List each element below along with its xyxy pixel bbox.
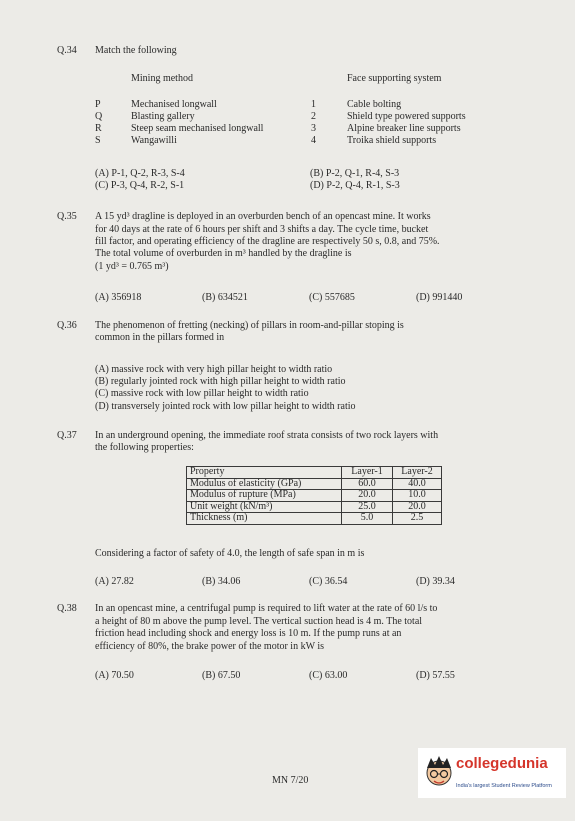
question-line: The phenomenon of fretting (necking) of pillars in room-and-pillar stoping is	[95, 320, 404, 331]
collegedunia-logo	[418, 748, 566, 798]
page-footer: MN 7/20	[272, 775, 309, 786]
option-a: (A) 70.50	[95, 670, 134, 681]
table-cell: Layer-1	[342, 467, 393, 479]
mascot-icon	[422, 753, 456, 793]
option-d: (D) P-2, Q-4, R-1, S-3	[310, 180, 400, 191]
question-line: A 15 yd³ dragline is deployed in an overburden bench of an opencast mine. It works	[95, 211, 431, 222]
properties-table	[186, 466, 442, 525]
option-d: (D) 991440	[416, 292, 463, 303]
option-a: (A) 356918	[95, 292, 142, 303]
question-line: for 40 days at the rate of 6 hours per shift and 3 shifts a day. The cycle time, bucket	[95, 224, 429, 235]
question-line: In an underground opening, the immediate roof strata consists of two rock layers with	[95, 430, 439, 441]
option-c: (C) 36.54	[309, 576, 348, 587]
table-header-row	[187, 467, 442, 479]
question-line: the following properties:	[95, 442, 194, 453]
logo-brand-text: collegedunia	[456, 755, 548, 772]
row-number: 4	[311, 135, 316, 146]
table-cell: Property	[187, 467, 342, 479]
table-cell: Modulus of rupture (MPa)	[187, 490, 342, 502]
row-letter: R	[95, 123, 102, 134]
row-method: Wangawilli	[131, 135, 177, 146]
option-b: (B) P-2, Q-1, R-4, S-3	[310, 168, 400, 179]
table-cell: Modulus of elasticity (GPa)	[187, 478, 342, 490]
option-a: (A) P-1, Q-2, R-3, S-4	[95, 168, 185, 179]
question-number: Q.36	[57, 320, 77, 331]
table-cell: 40.0	[393, 478, 442, 490]
row-support: Cable bolting	[347, 99, 402, 110]
option-d: (D) transversely jointed rock with low pillar height to width ratio	[95, 401, 356, 412]
question-line: friction head including shock and energy loss is 10 m. If the pump runs at an	[95, 628, 402, 639]
table-row	[187, 513, 442, 525]
row-number: 3	[311, 123, 316, 134]
question-line: efficiency of 80%, the brake power of the motor in kW is	[95, 641, 325, 652]
question-number: Q.38	[57, 603, 77, 614]
option-b: (B) 67.50	[202, 670, 241, 681]
option-a: (A) 27.82	[95, 576, 134, 587]
question-text: Match the following	[95, 45, 177, 56]
question-line: Considering a factor of safety of 4.0, the length of safe span in m is	[95, 548, 365, 559]
row-letter: P	[95, 99, 101, 110]
table-row	[187, 501, 442, 513]
row-method: Mechanised longwall	[131, 99, 217, 110]
option-b: (B) 634521	[202, 292, 248, 303]
table-cell: 60.0	[342, 478, 393, 490]
question-number: Q.34	[57, 45, 77, 56]
table-cell: Unit weight (kN/m³)	[187, 501, 342, 513]
logo-tagline: India's largest Student Review Platform	[456, 783, 552, 789]
row-method: Steep seam mechanised longwall	[131, 123, 264, 134]
row-letter: S	[95, 135, 101, 146]
question-line: a height of 80 m above the pump level. The vertical suction head is 4 m. The total	[95, 616, 423, 627]
table-row	[187, 490, 442, 502]
table-cell: 2.5	[393, 513, 442, 525]
option-c: (C) massive rock with low pillar height to width ratio	[95, 388, 309, 399]
option-a: (A) massive rock with very high pillar height to width ratio	[95, 364, 333, 375]
option-d: (D) 39.34	[416, 576, 455, 587]
question-line: (1 yd³ = 0.765 m³)	[95, 261, 169, 272]
question-line: fill factor, and operating efficiency of the dragline are respectively 50 s, 0.8, and 75%.	[95, 236, 440, 247]
row-support: Alpine breaker line supports	[347, 123, 461, 134]
table-cell: 20.0	[342, 490, 393, 502]
table-cell: Layer-2	[393, 467, 442, 479]
row-number: 1	[311, 99, 316, 110]
option-c: (C) 557685	[309, 292, 355, 303]
table-cell: 5.0	[342, 513, 393, 525]
option-d: (D) 57.55	[416, 670, 455, 681]
table-cell: 20.0	[393, 501, 442, 513]
table-row	[187, 478, 442, 490]
question-line: The total volume of overburden in m³ handled by the dragline is	[95, 248, 352, 259]
option-b: (B) 34.06	[202, 576, 241, 587]
question-number: Q.35	[57, 211, 77, 222]
question-number: Q.37	[57, 430, 77, 441]
option-b: (B) regularly jointed rock with high pillar height to width ratio	[95, 376, 346, 387]
option-c: (C) P-3, Q-4, R-2, S-1	[95, 180, 185, 191]
question-line: In an opencast mine, a centrifugal pump is required to lift water at the rate of 60 l/s to	[95, 603, 438, 614]
table-cell: Thickness (m)	[187, 513, 342, 525]
row-support: Troika shield supports	[347, 135, 437, 146]
table-cell: 10.0	[393, 490, 442, 502]
table-cell: 25.0	[342, 501, 393, 513]
option-c: (C) 63.00	[309, 670, 348, 681]
row-letter: Q	[95, 111, 103, 122]
column-header: Face supporting system	[347, 73, 442, 84]
question-line: common in the pillars formed in	[95, 332, 225, 343]
row-number: 2	[311, 111, 316, 122]
row-method: Blasting gallery	[131, 111, 195, 122]
row-support: Shield type powered supports	[347, 111, 466, 122]
column-header: Mining method	[131, 73, 193, 84]
